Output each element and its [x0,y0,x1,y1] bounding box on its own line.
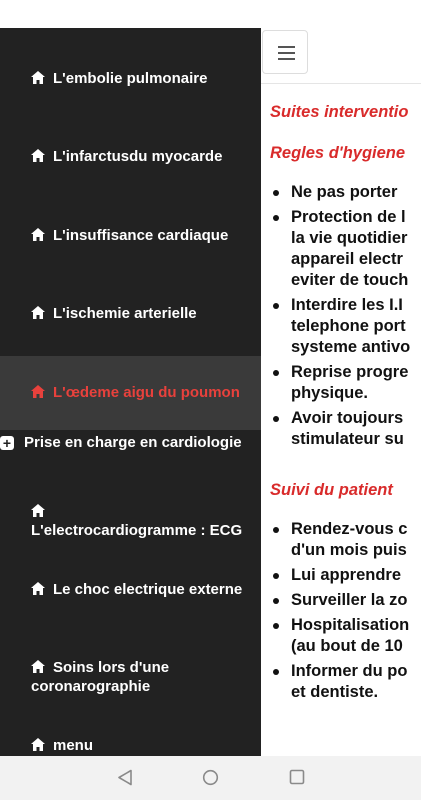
hamburger-icon [278,58,295,60]
drawer-item-label: L'electrocardiogramme : ECG [31,522,243,539]
home-icon [31,71,45,84]
navigation-drawer [0,28,261,756]
list-item: Surveiller la zo [270,590,421,611]
drawer-item-label: menu [53,737,94,754]
recents-icon[interactable] [289,769,305,785]
drawer-section-cardiologie[interactable] [0,433,261,452]
home-icon [31,660,45,673]
drawer-item-menu[interactable] [0,736,261,755]
list-item: Protection de l la vie quotidier appareil electr eviter de touch [270,207,421,291]
back-icon[interactable] [117,769,133,786]
suivi-list [270,519,421,707]
status-bar [0,0,421,28]
home-icon [31,738,45,751]
plus-square-icon: + [0,436,14,450]
home-icon [31,306,45,319]
section-heading: Suivi du patient [270,481,393,499]
list-item: Interdire les I.I telephone port systeme antivo [270,295,421,358]
drawer-item-ischemie[interactable] [0,304,261,323]
list-item: Reprise progre physique. [270,362,421,404]
list-item: Rendez-vous c d'un mois puis [270,519,421,561]
drawer-item-embolie[interactable] [0,69,261,88]
drawer-item-label: Le choc electrique externe [53,581,243,598]
menu-toggle-button[interactable] [262,30,308,74]
drawer-item-label: L'œdeme aigu du poumon [53,384,240,401]
section-label: Prise en charge en cardiologie [24,434,242,451]
list-item: Avoir toujours stimulateur su [270,408,421,450]
home-icon [31,385,45,398]
hamburger-icon [278,52,295,54]
drawer-item-infarctus[interactable] [0,147,261,166]
home-icon [31,582,45,595]
drawer-item-label: L'ischemie arterielle [53,305,197,322]
drawer-item-oedeme[interactable] [0,356,261,430]
drawer-item-coronarographie[interactable] [0,658,261,696]
hamburger-icon [278,46,295,48]
drawer-item-choc-electrique[interactable] [0,580,261,599]
home-circle-icon[interactable] [202,769,219,786]
drawer-item-ecg[interactable] [0,502,261,540]
drawer-item-label: L'insuffisance cardiaque [53,227,229,244]
list-item: Ne pas porter [270,182,421,203]
header-divider [261,83,421,84]
drawer-item-label: L'infarctusdu myocarde [53,148,223,165]
section-heading: Regles d'hygiene [270,144,406,162]
list-item: Lui apprendre [270,565,421,586]
hygiene-list [270,182,421,454]
home-icon [31,504,45,517]
home-icon [31,228,45,241]
home-icon [31,149,45,162]
drawer-item-label: Soins lors d'une coronarographie [31,659,170,695]
main-content [261,28,421,756]
drawer-item-insuffisance[interactable] [0,226,261,245]
list-item: Informer du po et dentiste. [270,661,421,703]
list-item: Hospitalisation (au bout de 10 [270,615,421,657]
system-navigation-bar [0,756,421,800]
drawer-item-label: L'embolie pulmonaire [53,70,208,87]
section-heading: Suites interventio [270,103,409,121]
